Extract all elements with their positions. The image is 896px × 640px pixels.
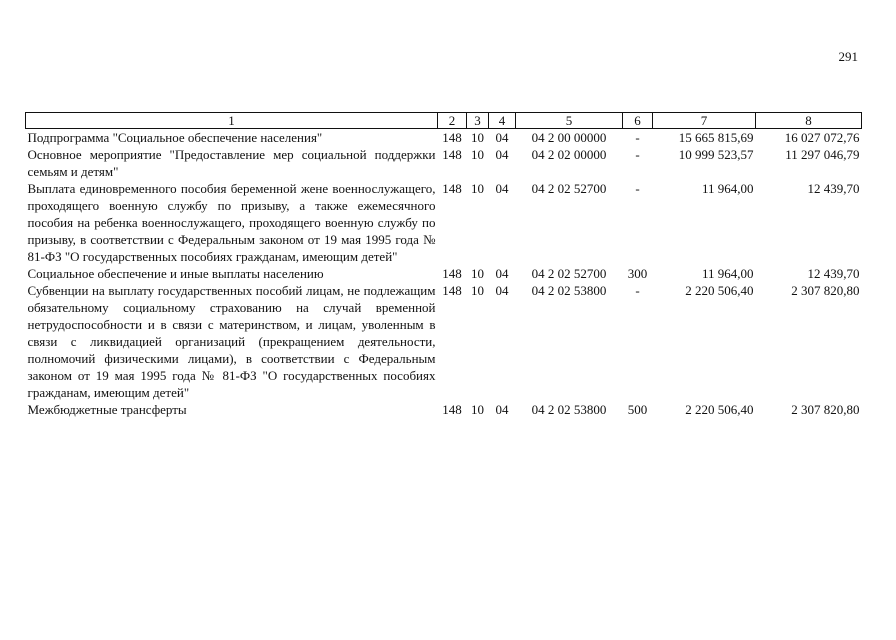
row-code-rz: 10 xyxy=(471,147,484,162)
budget-table xyxy=(25,112,862,418)
header-col-1: 1 xyxy=(26,113,438,129)
row-description: Подпрограмма "Социальное обеспечение населения" xyxy=(27,130,323,145)
header-col-6: 6 xyxy=(623,113,653,129)
row-code-rz: 10 xyxy=(471,130,484,145)
header-col-3: 3 xyxy=(467,113,489,129)
row-code-pr: 04 xyxy=(495,147,509,162)
row-code-vr: - xyxy=(635,181,640,196)
row-amount-1: 15 665 815,69 xyxy=(678,130,754,145)
table-row xyxy=(26,401,862,418)
row-code-vr: 500 xyxy=(627,402,648,417)
row-description: Субвенции на выплату государственных пособий лицам, не подлежащим обязательному социальному страхованию на случай временной нетрудоспособности и в связи с материнством, и лицам, уволенным в связи с ликвидацией организаций (прекращением деятельности, полномочий физическими лицами), в соответствии с Федеральным законом от 19 мая 1995 года № 81-ФЗ "О государственных пособиях гражданам, имеющим детей" xyxy=(27,283,436,400)
row-code-gr: 148 xyxy=(442,402,462,417)
row-code-vr: - xyxy=(635,147,640,162)
table-row xyxy=(26,146,862,180)
row-amount-2: 11 297 046,79 xyxy=(785,147,860,162)
page-number: 291 xyxy=(838,49,858,64)
row-description: Социальное обеспечение и иные выплаты населению xyxy=(27,266,324,281)
header-col-7: 7 xyxy=(653,113,756,129)
row-code-rz: 10 xyxy=(471,181,484,196)
row-code-csr: 04 2 02 00000 xyxy=(531,147,607,162)
row-code-gr: 148 xyxy=(442,181,462,196)
row-code-rz: 10 xyxy=(471,266,484,281)
row-amount-2: 2 307 820,80 xyxy=(791,283,860,298)
row-code-vr: - xyxy=(635,130,640,145)
row-code-csr: 04 2 00 00000 xyxy=(531,130,607,145)
row-amount-1: 11 964,00 xyxy=(701,181,754,196)
row-code-pr: 04 xyxy=(495,283,509,298)
row-code-vr: - xyxy=(635,283,640,298)
row-code-gr: 148 xyxy=(442,266,462,281)
row-amount-1: 2 220 506,40 xyxy=(685,402,754,417)
header-col-5: 5 xyxy=(516,113,623,129)
row-amount-2: 12 439,70 xyxy=(807,181,860,196)
row-amount-1: 10 999 523,57 xyxy=(678,147,754,162)
table-row xyxy=(26,282,862,401)
header-col-2: 2 xyxy=(438,113,467,129)
row-code-gr: 148 xyxy=(442,147,462,162)
row-amount-2: 2 307 820,80 xyxy=(791,402,860,417)
row-code-csr: 04 2 02 52700 xyxy=(531,181,607,196)
row-description: Основное мероприятие "Предоставление мер социальной поддержки семьям и детям" xyxy=(27,147,436,179)
row-code-gr: 148 xyxy=(442,283,462,298)
row-code-csr: 04 2 02 53800 xyxy=(531,283,607,298)
table-row xyxy=(26,265,862,282)
row-description: Выплата единовременного пособия беременной жене военнослужащего, проходящего военную службу по призыву, а также ежемесячного пособия на ребенка военнослужащего, проходящего военную службу по призыву, в соответствии с Федеральным законом от 19 мая 1995 года № 81-ФЗ "О государственных пособиях гражданам, имеющим детей" xyxy=(27,181,436,264)
row-code-gr: 148 xyxy=(442,130,462,145)
row-code-pr: 04 xyxy=(495,266,509,281)
row-amount-1: 2 220 506,40 xyxy=(685,283,754,298)
row-code-pr: 04 xyxy=(495,130,509,145)
row-description: Межбюджетные трансферты xyxy=(27,402,187,417)
header-col-8: 8 xyxy=(756,113,862,129)
row-amount-2: 12 439,70 xyxy=(807,266,860,281)
row-amount-1: 11 964,00 xyxy=(701,266,754,281)
row-code-pr: 04 xyxy=(495,402,509,417)
row-code-csr: 04 2 02 53800 xyxy=(531,402,607,417)
row-code-csr: 04 2 02 52700 xyxy=(531,266,607,281)
table-row xyxy=(26,180,862,265)
table-row xyxy=(26,129,862,147)
row-amount-2: 16 027 072,76 xyxy=(784,130,860,145)
header-col-4: 4 xyxy=(489,113,516,129)
row-code-rz: 10 xyxy=(471,283,484,298)
row-code-vr: 300 xyxy=(627,266,648,281)
row-code-pr: 04 xyxy=(495,181,509,196)
row-code-rz: 10 xyxy=(471,402,484,417)
table-header xyxy=(26,113,862,129)
